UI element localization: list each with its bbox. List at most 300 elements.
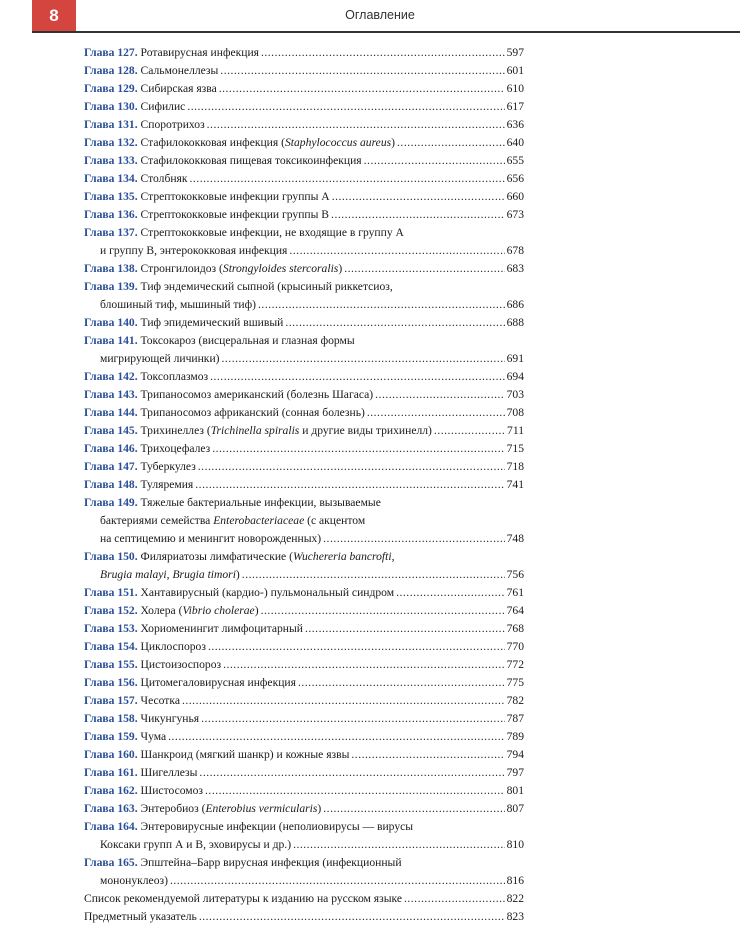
chapter-title-line: Коксаки групп А и В, эховирусы и др.) [100, 838, 292, 851]
toc-entry[interactable] [84, 80, 524, 98]
chapter-number: Глава 130. [84, 100, 138, 113]
toc-entry-text [84, 278, 524, 314]
toc-entry-title [84, 872, 168, 890]
toc-entry-title [84, 820, 413, 833]
toc-entry[interactable] [84, 206, 524, 224]
chapter-title-line: Токсоплазмоз [140, 370, 209, 383]
toc-entry-text [84, 134, 524, 152]
page-reference: 617 [506, 100, 524, 113]
chapter-title-line: Шигеллезы [140, 766, 198, 779]
dot-leader [223, 656, 505, 674]
dot-leader [219, 80, 505, 98]
chapter-title-line: и группу В, энтерококковая инфекция [100, 244, 288, 257]
chapter-number: Глава 134. [84, 172, 138, 185]
toc-entry-text [84, 782, 524, 800]
toc-entry-text [84, 332, 524, 368]
dot-leader [298, 674, 505, 692]
toc-entry-title [84, 206, 329, 224]
dot-leader [205, 782, 505, 800]
page-reference: 636 [506, 118, 524, 131]
toc-entry[interactable] [84, 638, 524, 656]
toc-entry-title [84, 908, 197, 926]
chapter-number: Глава 164. [84, 820, 138, 833]
chapter-title-line: Циклоспороз [140, 640, 206, 653]
chapter-title-line: Стафилококковая пищевая токсикоинфекция [140, 154, 362, 167]
toc-entry-text [84, 440, 524, 458]
chapter-number: Глава 161. [84, 766, 138, 779]
chapter-number: Глава 131. [84, 118, 138, 131]
toc-entry-title [84, 764, 197, 782]
chapter-number: Глава 160. [84, 748, 138, 761]
page-header [0, 0, 740, 32]
dot-leader [332, 188, 505, 206]
dot-leader [305, 620, 505, 638]
chapter-title-line: Хантавирусный (кардио-) пульмональный синдром [140, 586, 395, 599]
page-reference: 748 [506, 532, 524, 545]
chapter-number: Глава 135. [84, 190, 138, 203]
page-reference: 823 [506, 910, 524, 923]
toc-entry[interactable] [84, 782, 524, 800]
page-reference: 718 [506, 460, 524, 473]
toc-entry-title [84, 350, 220, 368]
toc-entry-text [84, 710, 524, 728]
dot-leader [208, 638, 505, 656]
toc-entry-text [84, 188, 524, 206]
page-reference: 741 [506, 478, 524, 491]
dot-leader [195, 476, 504, 494]
toc-entry-text [84, 494, 524, 548]
dot-leader [187, 98, 504, 116]
toc-entry-title [84, 692, 180, 710]
toc-entry[interactable] [84, 710, 524, 728]
page-reference: 660 [506, 190, 524, 203]
dot-leader [331, 206, 505, 224]
dot-leader [201, 710, 504, 728]
dot-leader [434, 422, 505, 440]
page-reference: 688 [506, 316, 524, 329]
chapter-title-line: Стафилококковая инфекция (Staphylococcus aureus) [140, 136, 396, 149]
page-reference: 597 [506, 46, 524, 59]
chapter-number: Глава 144. [84, 406, 138, 419]
page-reference: 673 [506, 208, 524, 221]
chapter-title-line: блошиный тиф, мышиный тиф) [100, 298, 257, 311]
toc-entry-title [84, 458, 196, 476]
chapter-number: Глава 154. [84, 640, 138, 653]
toc-entry-title [84, 476, 193, 494]
toc-entry-title [84, 422, 432, 440]
toc-entry-title [84, 226, 404, 239]
page-reference: 656 [506, 172, 524, 185]
page-reference: 691 [506, 352, 524, 365]
page-reference: 801 [506, 784, 524, 797]
toc-entry-title [84, 62, 218, 80]
toc-entry-text [84, 170, 524, 188]
toc-entry-title [84, 314, 283, 332]
toc-entry-text [84, 62, 524, 80]
chapter-number: Глава 150. [84, 550, 138, 563]
page-reference: 772 [506, 658, 524, 671]
chapter-number: Глава 127. [84, 46, 138, 59]
page-reference: 601 [506, 64, 524, 77]
toc-entry[interactable] [84, 584, 524, 602]
toc-entry-title [84, 496, 381, 509]
dot-leader [170, 872, 505, 890]
chapter-title-line: Шистосомоз [140, 784, 204, 797]
page-reference: 775 [506, 676, 524, 689]
chapter-title-line: мононуклеоз) [100, 874, 168, 887]
toc-entry[interactable] [84, 854, 524, 890]
toc-entry-text [84, 818, 524, 854]
dot-leader [351, 746, 504, 764]
toc-entry-text [84, 152, 524, 170]
toc-entry[interactable] [84, 890, 524, 908]
dot-leader [182, 692, 505, 710]
chapter-title-line: Трипаносомоз африканский (сонная болезнь) [140, 406, 365, 419]
toc-entry[interactable] [84, 170, 524, 188]
toc-entry-title [84, 800, 321, 818]
toc-entry-title [84, 242, 287, 260]
chapter-title-line: Тяжелые бактериальные инфекции, вызываемые [140, 496, 381, 509]
page-reference: 764 [506, 604, 524, 617]
chapter-title-line: Шанкроид (мягкий шанкр) и кожные язвы [140, 748, 350, 761]
toc-entry[interactable] [84, 908, 524, 926]
toc-entry-title [84, 280, 393, 293]
toc-entry-title [84, 98, 185, 116]
chapter-number: Глава 145. [84, 424, 138, 437]
toc-entry-title [84, 368, 208, 386]
chapter-number: Глава 129. [84, 82, 138, 95]
chapter-number: Глава 128. [84, 64, 138, 77]
dot-leader [207, 116, 505, 134]
toc-entry-text [84, 890, 524, 908]
page-reference: 678 [506, 244, 524, 257]
toc-entry-title [84, 728, 166, 746]
toc-entry[interactable] [84, 476, 524, 494]
dot-leader [261, 602, 505, 620]
toc-entry-text [84, 728, 524, 746]
chapter-number: Глава 132. [84, 136, 138, 149]
chapter-title-line: Трихинеллез (Trichinella spiralis и другие виды трихинелл) [140, 424, 432, 437]
toc-entry[interactable] [84, 386, 524, 404]
chapter-number: Глава 140. [84, 316, 138, 329]
toc-entry[interactable] [84, 314, 524, 332]
toc-entry[interactable] [84, 404, 524, 422]
page-reference: 711 [507, 424, 524, 437]
page-reference: 794 [506, 748, 524, 761]
dot-leader [210, 368, 505, 386]
toc-entry-title [84, 404, 365, 422]
dot-leader [375, 386, 504, 404]
toc-entry[interactable] [84, 620, 524, 638]
page-reference: 640 [506, 136, 524, 149]
header-divider [32, 31, 740, 33]
toc-entry-title [84, 836, 291, 854]
toc-entry-text [84, 674, 524, 692]
toc-entry-title [84, 746, 349, 764]
toc-entry-text [84, 854, 524, 890]
toc-entry[interactable] [84, 62, 524, 80]
toc-entry[interactable] [84, 746, 524, 764]
chapter-title-line: Список рекомендуемой литературы к изданию на русском языке [84, 892, 402, 905]
toc-entry[interactable] [84, 260, 524, 278]
dot-leader [364, 152, 505, 170]
chapter-number: Глава 142. [84, 370, 138, 383]
chapter-title-line: Туляремия [140, 478, 194, 491]
page-reference: 703 [506, 388, 524, 401]
toc-entry-text [84, 98, 524, 116]
dot-leader [168, 728, 504, 746]
chapter-number: Глава 151. [84, 586, 138, 599]
dot-leader [323, 530, 504, 548]
chapter-title-line: Трихоцефалез [140, 442, 211, 455]
chapter-title-line: Стрептококковые инфекции, не входящие в группу А [140, 226, 404, 239]
chapter-title-line: Туберкулез [140, 460, 196, 473]
dot-leader [367, 404, 505, 422]
toc-entry-title [84, 530, 321, 548]
chapter-number: Глава 141. [84, 334, 138, 347]
chapter-title-line: Энтеробиоз (Enterobius vermicularis) [140, 802, 322, 815]
toc-entry-text [84, 206, 524, 224]
chapter-number: Глава 138. [84, 262, 138, 275]
toc-entry-title [84, 134, 395, 152]
chapter-number: Глава 139. [84, 280, 138, 293]
toc-entry-text [84, 368, 524, 386]
chapter-title-line: Сибирская язва [140, 82, 217, 95]
toc-entry[interactable] [84, 44, 524, 62]
toc-entry-title [84, 188, 330, 206]
toc-entry-text [84, 404, 524, 422]
toc-entry-title [84, 602, 259, 620]
toc-entry-title [84, 638, 206, 656]
toc-entry[interactable] [84, 458, 524, 476]
chapter-title-line: Трипаносомоз американский (болезнь Шагаса) [140, 388, 374, 401]
toc-entry[interactable] [84, 224, 524, 260]
chapter-number: Глава 156. [84, 676, 138, 689]
dot-leader [344, 260, 504, 278]
toc-entry-text [84, 386, 524, 404]
dot-leader [397, 134, 505, 152]
chapter-title-line: Чесотка [140, 694, 180, 707]
chapter-number: Глава 159. [84, 730, 138, 743]
chapter-number: Глава 165. [84, 856, 138, 869]
toc-entry-title [84, 550, 395, 563]
chapter-title-line: Цистоизоспороз [140, 658, 222, 671]
chapter-title-line: Эпштейна–Барр вирусная инфекция (инфекционный [140, 856, 402, 869]
toc-entry-text [84, 260, 524, 278]
toc-entry[interactable] [84, 134, 524, 152]
chapter-title-line: Сальмонеллезы [140, 64, 219, 77]
toc-entry-text [84, 224, 524, 260]
table-of-contents [84, 44, 524, 926]
chapter-number: Глава 133. [84, 154, 138, 167]
toc-entry[interactable] [84, 602, 524, 620]
toc-entry-title [84, 566, 240, 584]
chapter-number: Глава 147. [84, 460, 138, 473]
dot-leader [261, 44, 505, 62]
toc-entry-title [84, 386, 373, 404]
toc-entry-text [84, 584, 524, 602]
chapter-title-line: Чума [140, 730, 167, 743]
chapter-title-line: Энтеровирусные инфекции (неполиовирусы — вирусы [140, 820, 414, 833]
page-reference: 822 [506, 892, 524, 905]
toc-entry-text [84, 548, 524, 584]
toc-entry-title [84, 584, 394, 602]
dot-leader [222, 350, 505, 368]
toc-entry-title [84, 440, 210, 458]
toc-entry-text [84, 656, 524, 674]
chapter-title-line: Споротрихоз [140, 118, 205, 131]
toc-entry-text [84, 908, 524, 926]
chapter-title-line: бактериями семейства Enterobacteriaceae (с акцентом [100, 514, 366, 527]
toc-entry[interactable] [84, 440, 524, 458]
chapter-title-line: мигрирующей личинки) [100, 352, 220, 365]
dot-leader [220, 62, 504, 80]
chapter-title-line: Филяриатозы лимфатические (Wuchereria bancrofti, [140, 550, 395, 563]
toc-entry[interactable] [84, 764, 524, 782]
toc-entry-title [84, 334, 355, 347]
page-reference: 610 [506, 82, 524, 95]
dot-leader [242, 566, 505, 584]
toc-entry-title [84, 116, 205, 134]
running-title: Оглавление [345, 8, 415, 22]
page-reference: 810 [506, 838, 524, 851]
page-reference: 807 [506, 802, 524, 815]
toc-entry-title [84, 656, 221, 674]
dot-leader [396, 584, 505, 602]
toc-entry-title [84, 44, 259, 62]
chapter-title-line: на септицемию и менингит новорожденных) [100, 532, 322, 545]
toc-entry-text [84, 800, 524, 818]
chapter-number: Глава 143. [84, 388, 138, 401]
toc-entry[interactable] [84, 422, 524, 440]
page-number-badge: 8 [32, 0, 76, 31]
chapter-number: Глава 136. [84, 208, 138, 221]
dot-leader [289, 242, 504, 260]
chapter-number: Глава 162. [84, 784, 138, 797]
toc-entry[interactable] [84, 278, 524, 314]
toc-entry-title [84, 514, 365, 527]
page-reference: 768 [506, 622, 524, 635]
chapter-title-line: Чикунгунья [140, 712, 200, 725]
toc-entry-text [84, 422, 524, 440]
chapter-title-line: Хориоменингит лимфоцитарный [140, 622, 303, 635]
toc-entry-title [84, 620, 303, 638]
chapter-title-line: Стрептококковые инфекции группы В [140, 208, 330, 221]
toc-entry-title [84, 710, 199, 728]
chapter-title-line: Токсокароз (висцеральная и глазная формы [140, 334, 355, 347]
page-reference: 686 [506, 298, 524, 311]
chapter-number: Глава 152. [84, 604, 138, 617]
toc-entry-text [84, 458, 524, 476]
toc-entry-text [84, 764, 524, 782]
toc-entry[interactable] [84, 674, 524, 692]
chapter-title-line: Тиф эпидемический вшивый [140, 316, 284, 329]
page-reference: 715 [506, 442, 524, 455]
chapter-number: Глава 163. [84, 802, 138, 815]
toc-entry-text [84, 314, 524, 332]
dot-leader [198, 458, 505, 476]
chapter-title-line: Brugia malayi, Brugia timori) [100, 568, 240, 581]
toc-entry-title [84, 152, 362, 170]
chapter-number: Глава 155. [84, 658, 138, 671]
toc-entry[interactable] [84, 494, 524, 548]
toc-entry-title [84, 674, 296, 692]
toc-entry-text [84, 692, 524, 710]
toc-entry-title [84, 296, 256, 314]
toc-entry[interactable] [84, 800, 524, 818]
page-reference: 787 [506, 712, 524, 725]
toc-entry[interactable] [84, 98, 524, 116]
chapter-title-line: Холера (Vibrio cholerae) [140, 604, 259, 617]
toc-entry[interactable] [84, 692, 524, 710]
toc-entry[interactable] [84, 656, 524, 674]
toc-entry[interactable] [84, 548, 524, 584]
toc-entry-title [84, 80, 217, 98]
toc-entry-text [84, 476, 524, 494]
toc-entry-text [84, 638, 524, 656]
dot-leader [190, 170, 505, 188]
dot-leader [212, 440, 504, 458]
chapter-number: Глава 148. [84, 478, 138, 491]
page-reference: 770 [506, 640, 524, 653]
toc-entry-text [84, 116, 524, 134]
chapter-number: Глава 157. [84, 694, 138, 707]
page-reference: 655 [506, 154, 524, 167]
toc-entry-text [84, 80, 524, 98]
chapter-number: Глава 153. [84, 622, 138, 635]
chapter-title-line: Ротавирусная инфекция [140, 46, 259, 59]
toc-entry[interactable] [84, 332, 524, 368]
page-reference: 761 [506, 586, 524, 599]
toc-entry-text [84, 44, 524, 62]
page-reference: 756 [506, 568, 524, 581]
dot-leader [258, 296, 505, 314]
dot-leader [285, 314, 504, 332]
toc-entry[interactable] [84, 188, 524, 206]
chapter-title-line: Стрептококковые инфекции группы А [140, 190, 330, 203]
chapter-title-line: Стронгилоидоз (Strongyloides stercoralis) [140, 262, 343, 275]
toc-entry[interactable] [84, 728, 524, 746]
toc-entry[interactable] [84, 368, 524, 386]
toc-entry-title [84, 170, 188, 188]
toc-entry-title [84, 890, 402, 908]
chapter-number: Глава 158. [84, 712, 138, 725]
chapter-number: Глава 137. [84, 226, 138, 239]
toc-entry[interactable] [84, 818, 524, 854]
toc-entry-title [84, 260, 342, 278]
chapter-title-line: Предметный указатель [84, 910, 197, 923]
page-reference: 708 [506, 406, 524, 419]
page-reference: 782 [506, 694, 524, 707]
chapter-title-line: Цитомегаловирусная инфекция [140, 676, 296, 689]
toc-entry-title [84, 856, 402, 869]
dot-leader [323, 800, 504, 818]
toc-entry-text [84, 746, 524, 764]
toc-entry-text [84, 620, 524, 638]
page-reference: 797 [506, 766, 524, 779]
page-reference: 816 [506, 874, 524, 887]
page-reference: 683 [506, 262, 524, 275]
toc-entry[interactable] [84, 116, 524, 134]
chapter-title-line: Сифилис [140, 100, 186, 113]
page-reference: 789 [506, 730, 524, 743]
chapter-title-line: Тиф эндемический сыпной (крысиный риккетсиоз, [140, 280, 393, 293]
page-reference: 694 [506, 370, 524, 383]
toc-entry[interactable] [84, 152, 524, 170]
toc-entry-title [84, 782, 203, 800]
dot-leader [404, 890, 505, 908]
chapter-title-line: Столбняк [140, 172, 188, 185]
